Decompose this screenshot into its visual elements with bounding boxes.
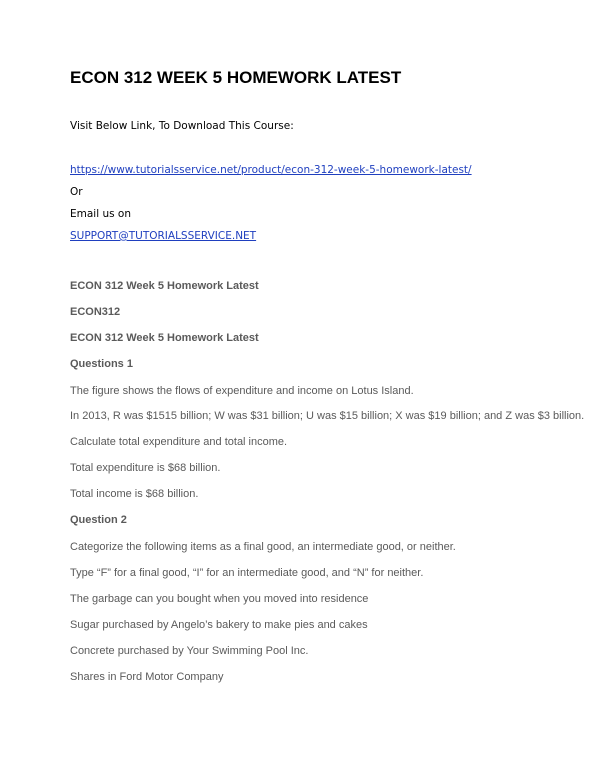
section-heading: ECON 312 Week 5 Homework Latest <box>70 280 259 292</box>
question-2-item: Sugar purchased by Angelo’s bakery to make pies and cakes <box>70 619 368 631</box>
visit-instruction: Visit Below Link, To Download This Course: <box>70 120 294 132</box>
email-instruction: Email us on <box>70 208 132 220</box>
question-1-text: Calculate total expenditure and total income. <box>70 436 288 448</box>
page-title: ECON 312 WEEK 5 HOMEWORK LATEST <box>70 68 402 87</box>
question-2-item: Concrete purchased by Your Swimming Pool Inc. <box>70 645 309 657</box>
question-1-answer: Total income is $68 billion. <box>70 488 199 500</box>
question-1-answer: Total expenditure is $68 billion. <box>70 462 221 474</box>
or-text: Or <box>70 186 83 198</box>
question-2-label: Question 2 <box>70 514 127 526</box>
section-heading-repeat: ECON 312 Week 5 Homework Latest <box>70 332 259 344</box>
question-2-text: Categorize the following items as a final good, an intermediate good, or neither. <box>70 541 456 553</box>
question-1-text: In 2013, R was $1515 billion; W was $31 billion; U was $15 billion; X was $19 billion; and Z was $3 billion. <box>70 410 585 422</box>
course-code: ECON312 <box>70 306 121 318</box>
support-email-link[interactable]: SUPPORT@TUTORIALSSERVICE.NET <box>70 230 257 242</box>
question-1-label: Questions 1 <box>70 358 133 370</box>
question-2-text: Type “F” for a final good, “I” for an intermediate good, and “N” for neither. <box>70 567 424 579</box>
question-1-text: The figure shows the flows of expenditure and income on Lotus Island. <box>70 385 414 397</box>
question-2-item: Shares in Ford Motor Company <box>70 671 224 683</box>
question-2-item: The garbage can you bought when you moved into residence <box>70 593 369 605</box>
course-download-link[interactable]: https://www.tutorialsservice.net/product/econ-312-week-5-homework-latest/ <box>70 164 472 176</box>
